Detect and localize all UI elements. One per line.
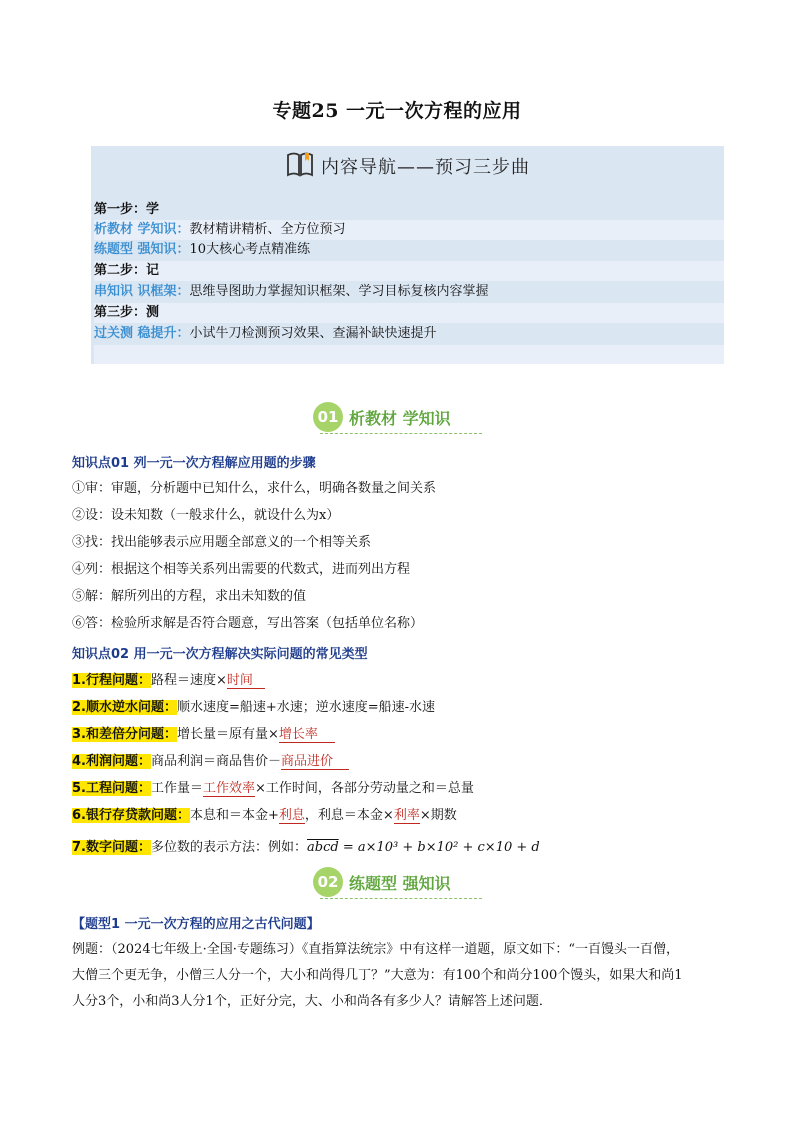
type-line: 7.数字问题：多位数的表示方法：例如：abcd = a×10³ + b×10² + c×10 + d bbox=[72, 840, 540, 855]
knowledge-point-title: 知识点01 列一元一次方程解应用题的步骤 bbox=[72, 456, 316, 471]
type-line: 4.利润问题：商品利润＝商品售价－商品进价 bbox=[72, 752, 349, 772]
example-line: 大僧三个更无争，小僧三人分一个，大小和尚得几丁？”大意为：有100个和尚分100个馒头，如果大和尚1 bbox=[72, 968, 683, 983]
nav-row: 串知识 识框架：思维导图助力掌握知识框架、学习目标复核内容掌握 bbox=[94, 284, 489, 299]
section-badge-01 bbox=[313, 402, 451, 432]
step-line: ④列：根据这个相等关系列出需要的代数式，进而列出方程 bbox=[72, 562, 411, 577]
section-divider bbox=[320, 433, 482, 434]
book-icon bbox=[285, 149, 315, 183]
overline-digits: abcd bbox=[307, 840, 339, 855]
nav-row: 第三步：测 bbox=[94, 303, 724, 323]
type-line: 5.工程问题：工作量＝工作效率×工作时间，各部分劳动量之和＝总量 bbox=[72, 781, 474, 796]
step-line: ⑥答：检验所求解是否符合题意，写出答案（包括单位名称） bbox=[72, 616, 424, 631]
nav-row: 析教材 学知识：教材精讲精析、全方位预习 bbox=[94, 220, 724, 240]
section-number: 01 bbox=[313, 402, 343, 432]
type-line: 3.和差倍分问题：增长量＝原有量×增长率 bbox=[72, 725, 335, 745]
section-divider bbox=[320, 898, 482, 899]
type-line: 2.顺水逆水问题：顺水速度=船速+水速；逆水速度=船速-水速 bbox=[72, 700, 436, 715]
section-label: 练题型 强知识 bbox=[349, 873, 451, 893]
nav-row: 练题型 强知识：10大核心考点精准练 bbox=[94, 242, 311, 257]
type-line: 6.银行存贷款问题：本息和＝本金+利息，利息＝本金×利率×期数 bbox=[72, 808, 457, 823]
example-line: 例题：（2024七年级上·全国·专题练习）《直指算法统宗》中有这样一道题，原文如下：“一百馒头一百僧， bbox=[72, 942, 679, 957]
page-title: 专题25 一元一次方程的应用 bbox=[272, 100, 522, 122]
step-line: ⑤解：解所列出的方程，求出未知数的值 bbox=[72, 589, 307, 604]
nav-row-empty bbox=[94, 345, 724, 364]
nav-heading: 内容导航——预习三步曲 bbox=[321, 157, 530, 178]
section-label: 析教材 学知识 bbox=[349, 408, 451, 428]
number-formula: = a×10³ + b×10² + c×10 + d bbox=[338, 840, 540, 855]
content-navigation-box bbox=[91, 146, 724, 364]
step-line: ②设：设未知数（一般求什么，就设什么为x） bbox=[72, 508, 340, 523]
knowledge-point-title: 知识点02 用一元一次方程解决实际问题的常见类型 bbox=[72, 647, 368, 662]
nav-row: 过关测 稳提升：小试牛刀检测预习效果、查漏补缺快速提升 bbox=[94, 326, 437, 341]
nav-row: 第一步：学 bbox=[94, 202, 160, 217]
type-line: 1.行程问题：路程＝速度×时间 bbox=[72, 671, 265, 691]
step-line: ③找：找出能够表示应用题全部意义的一个相等关系 bbox=[72, 535, 372, 550]
nav-row: 第二步：记 bbox=[94, 261, 724, 281]
nav-header bbox=[91, 146, 724, 186]
section-badge-02 bbox=[313, 867, 451, 897]
step-line: ①审：审题，分析题中已知什么，求什么，明确各数量之间关系 bbox=[72, 481, 437, 496]
section-number: 02 bbox=[313, 867, 343, 897]
question-type-title: 【题型1 一元一次方程的应用之古代问题】 bbox=[72, 917, 320, 932]
example-line: 人分3个，小和尚3人分1个，正好分完，大、小和尚各有多少人？请解答上述问题． bbox=[72, 994, 552, 1009]
